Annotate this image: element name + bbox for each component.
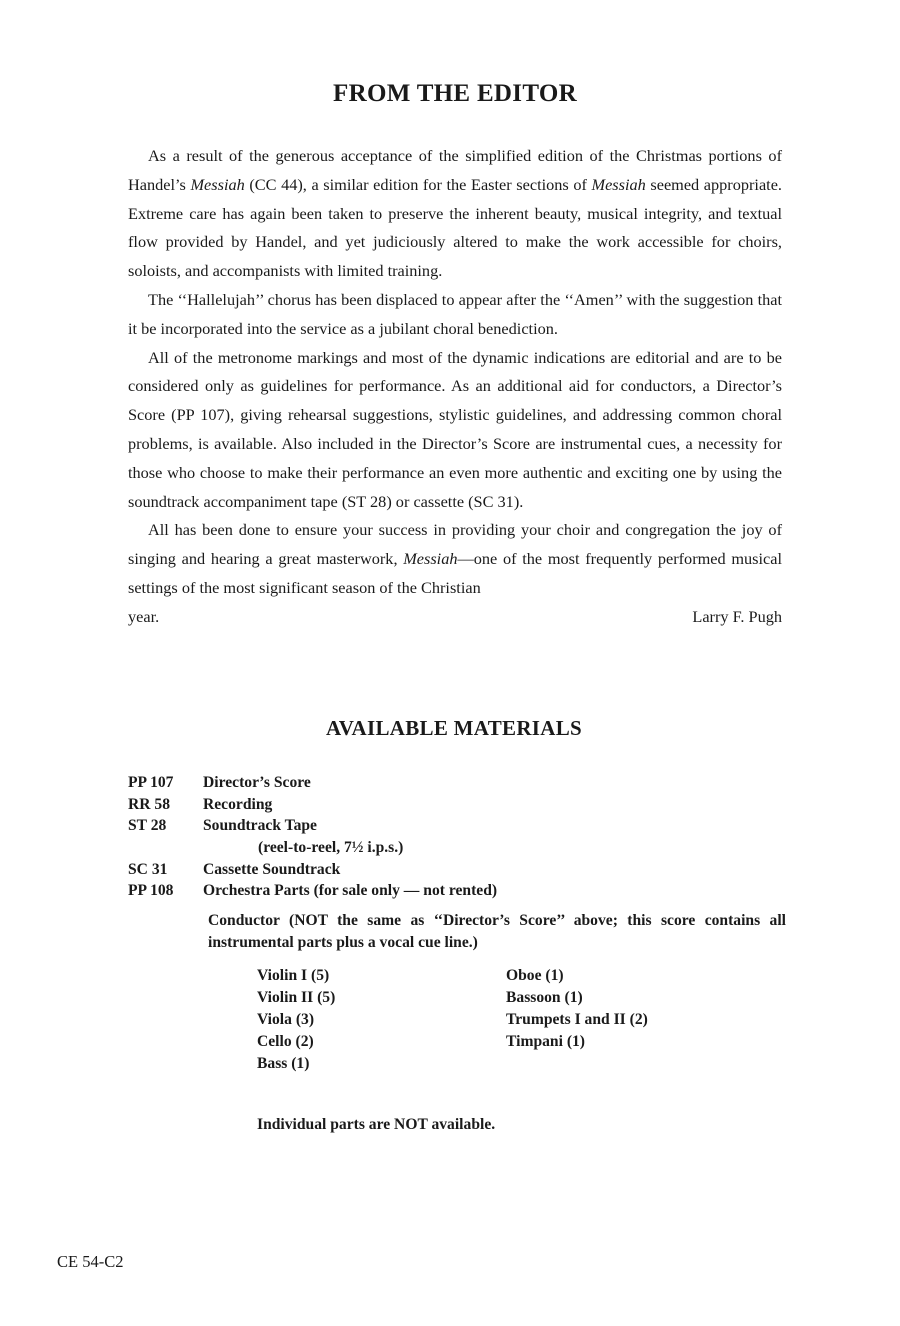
part-item: Violin I (5) <box>257 967 330 984</box>
list-item <box>128 859 798 881</box>
catalog-code: CE 54-C2 <box>57 1252 124 1271</box>
paragraph-2: The ‘‘Hallelujah’’ chorus has been displaced to appear after the ‘‘Amen’’ with the suggestion that it be incorporated into the service as a jubilant choral benediction. <box>128 289 782 338</box>
item-code: ST 28 <box>128 817 167 835</box>
paragraph-4-last-word: year. <box>128 606 160 626</box>
signature-line <box>128 603 782 632</box>
messiah-title-1: Messiah <box>190 174 245 194</box>
paragraph-3: All of the metronome markings and most of the dynamic indications are editorial and are to be considered only as guidelines for performance. As an additional aid for conductors, a Director’s Score (PP 107), giving rehearsal suggestions, stylistic guidelines, and addressing common choral problems, is available. Also included in the Director’s Score are instrumental cues, a necessity for those who choose to make their performance an even more authentic and exciting one by using the soundtrack accompaniment tape (ST 28) or cassette (SC 31). <box>128 347 782 511</box>
item-name: Soundtrack Tape <box>203 817 317 835</box>
item-name: Director’s Score <box>203 774 311 791</box>
item-code: RR 58 <box>128 795 171 813</box>
individual-parts-note: Individual parts are NOT available. <box>257 1116 496 1133</box>
paragraph-1 <box>128 142 782 286</box>
parts-right-column <box>506 965 648 1053</box>
list-item <box>128 880 798 902</box>
item-name: Orchestra Parts (for sale only — not rented) <box>203 882 498 900</box>
messiah-title-2: Messiah <box>591 174 646 194</box>
item-code: PP 108 <box>128 882 174 900</box>
item-code: SC 31 <box>128 860 168 878</box>
part-item: Cello (2) <box>257 1032 314 1050</box>
editor-title: FROM THE EDITOR <box>333 80 577 107</box>
item-code: PP 107 <box>128 774 174 791</box>
item-name: Recording <box>203 795 273 813</box>
parts-left-column <box>257 965 335 1074</box>
tape-note: (reel-to-reel, 7½ i.p.s.) <box>258 839 404 857</box>
materials-list <box>128 772 798 902</box>
messiah-title-3: Messiah <box>403 549 458 569</box>
list-item <box>128 772 798 794</box>
editor-letter <box>128 142 782 632</box>
part-item: Viola (3) <box>257 1010 315 1028</box>
part-item: Trumpets I and II (2) <box>506 1010 648 1028</box>
list-item <box>128 815 798 837</box>
paragraph-4 <box>128 516 782 602</box>
item-name: Cassette Soundtrack <box>203 860 341 878</box>
list-item <box>128 794 798 816</box>
part-item: Oboe (1) <box>506 967 564 984</box>
part-item: Violin II (5) <box>257 988 336 1006</box>
paragraph-1-text-c: seemed appropriate. Extreme care has again been taken to preserve the inherent beauty, musical integrity, and textual flow provided by Handel, and yet judiciously altered to make the work accessible for choirs, soloists, and accompanists with limited training. <box>128 174 783 281</box>
materials-title: AVAILABLE MATERIALS <box>325 716 583 740</box>
conductor-note: Conductor (NOT the same as ‘‘Director’s Score’’ above; this score contains all instrumental parts plus a vocal cue line.) <box>208 912 786 951</box>
part-item: Bass (1) <box>257 1054 310 1072</box>
paragraph-1-text-a: As a result of the generous acceptance of the simplified edition of the Christmas portions of Handel’s <box>128 146 782 194</box>
editor-signature: Larry F. Pugh <box>692 606 782 626</box>
paragraph-4-text-a: All has been done to ensure your success in providing your choir and congregation the joy of singing and hearing a great masterwork, <box>128 520 782 569</box>
part-item: Bassoon (1) <box>506 988 583 1006</box>
paragraph-4-text-b: —one of the most frequently performed musical settings of the most significant season of the Christian <box>128 549 782 597</box>
part-item: Timpani (1) <box>506 1032 585 1050</box>
paragraph-1-text-b: (CC 44), a similar edition for the Easter sections of <box>244 174 592 194</box>
